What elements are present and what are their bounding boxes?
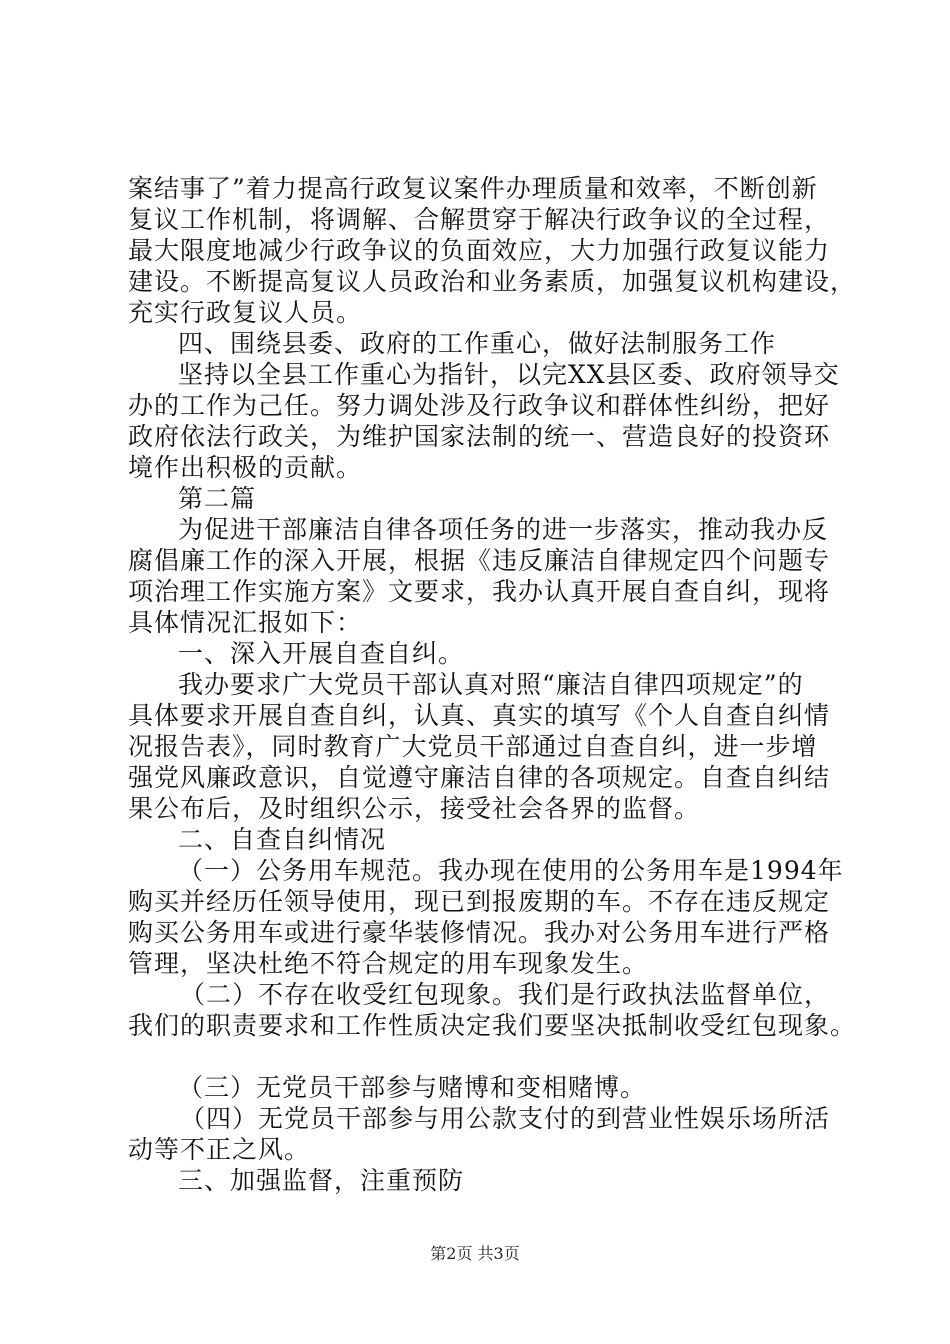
body-line: 案结事了”着力提高行政复议案件办理质量和效率，不断创新 [128,174,818,203]
body-line: 办的工作为己任。努力调处涉及行政争议和群体性纠纷，把好 [128,391,831,420]
body-line: 最大限度地减少行政争议的负面效应，大力加强行政复议能力 [128,236,831,265]
chapter-heading: 第二篇 [178,484,257,513]
body-line: 具体要求开展自查自纠，认真、真实的填写《个人自查自纠情 [128,701,831,730]
section-heading: 二、自查自纠情况 [178,825,387,854]
blank-line [128,1041,828,1072]
section-heading: 一、深入开展自查自纠。 [178,639,465,668]
section-heading: 三、加强监督，注重预防 [178,1166,465,1195]
body-line: 购买并经历任领导使用，现已到报废期的车。不存在违反规定 [128,887,831,916]
body-line: 政府依法行政关，为维护国家法制的统一、营造良好的投资环 [128,422,831,451]
section-heading: 四、围绕县委、政府的工作重心，做好法制服务工作 [178,329,777,358]
body-line: 购买公务用车或进行豪华装修情况。我办对公务用车进行严格 [128,918,831,947]
body-line: 管理，坚决杜绝不符合规定的用车现象发生。 [128,949,649,978]
document-body [128,173,857,1196]
body-line: （三）无党员干部参与赌博和变相赌博。 [178,1073,647,1102]
body-line: 具体情况汇报如下： [128,608,363,637]
body-line: （四）无党员干部参与用公款支付的到营业性娱乐场所活 [180,1104,831,1133]
body-line: （一）公务用车规范。我办现在使用的公务用车是1994年 [178,856,844,885]
page-number-footer: 第2页 共3页 [430,1244,520,1263]
body-line: 境作出积极的贡献。 [128,453,363,482]
body-line: 复议工作机制，将调解、合解贯穿于解决行政争议的全过程， [128,205,831,234]
body-line: 况报告表》，同时教育广大党员干部通过自查自纠，进一步增 [128,732,818,761]
body-line: （二）不存在收受红包现象。我们是行政执法监督单位， [180,980,831,1009]
body-line: 建设。不断提高复议人员政治和业务素质，加强复议机构建设， [128,267,857,296]
body-line: 我们的职责要求和工作性质决定我们要坚决抵制收受红包现象。 [128,1011,857,1040]
body-line: 我办要求广大党员干部认真对照“廉洁自律四项规定”的 [178,670,804,699]
body-line: 为促进干部廉洁自律各项任务的进一步落实，推动我办反 [178,515,829,544]
body-line: 果公布后，及时组织公示，接受社会各界的监督。 [128,794,701,823]
body-line: 动等不正之风。 [128,1135,311,1164]
body-line: 强党风廉政意识，自觉遵守廉洁自律的各项规定。自查自纠结 [128,763,831,792]
body-line: 充实行政复议人员。 [128,298,363,327]
body-line: 坚持以全县工作重心为指针，以完XX县区委、政府领导交 [178,360,840,389]
body-line: 腐倡廉工作的深入开展，根据《违反廉洁自律规定四个问题专 [128,546,831,575]
body-line: 项治理工作实施方案》文要求，我办认真开展自查自纠，现将 [128,577,831,606]
